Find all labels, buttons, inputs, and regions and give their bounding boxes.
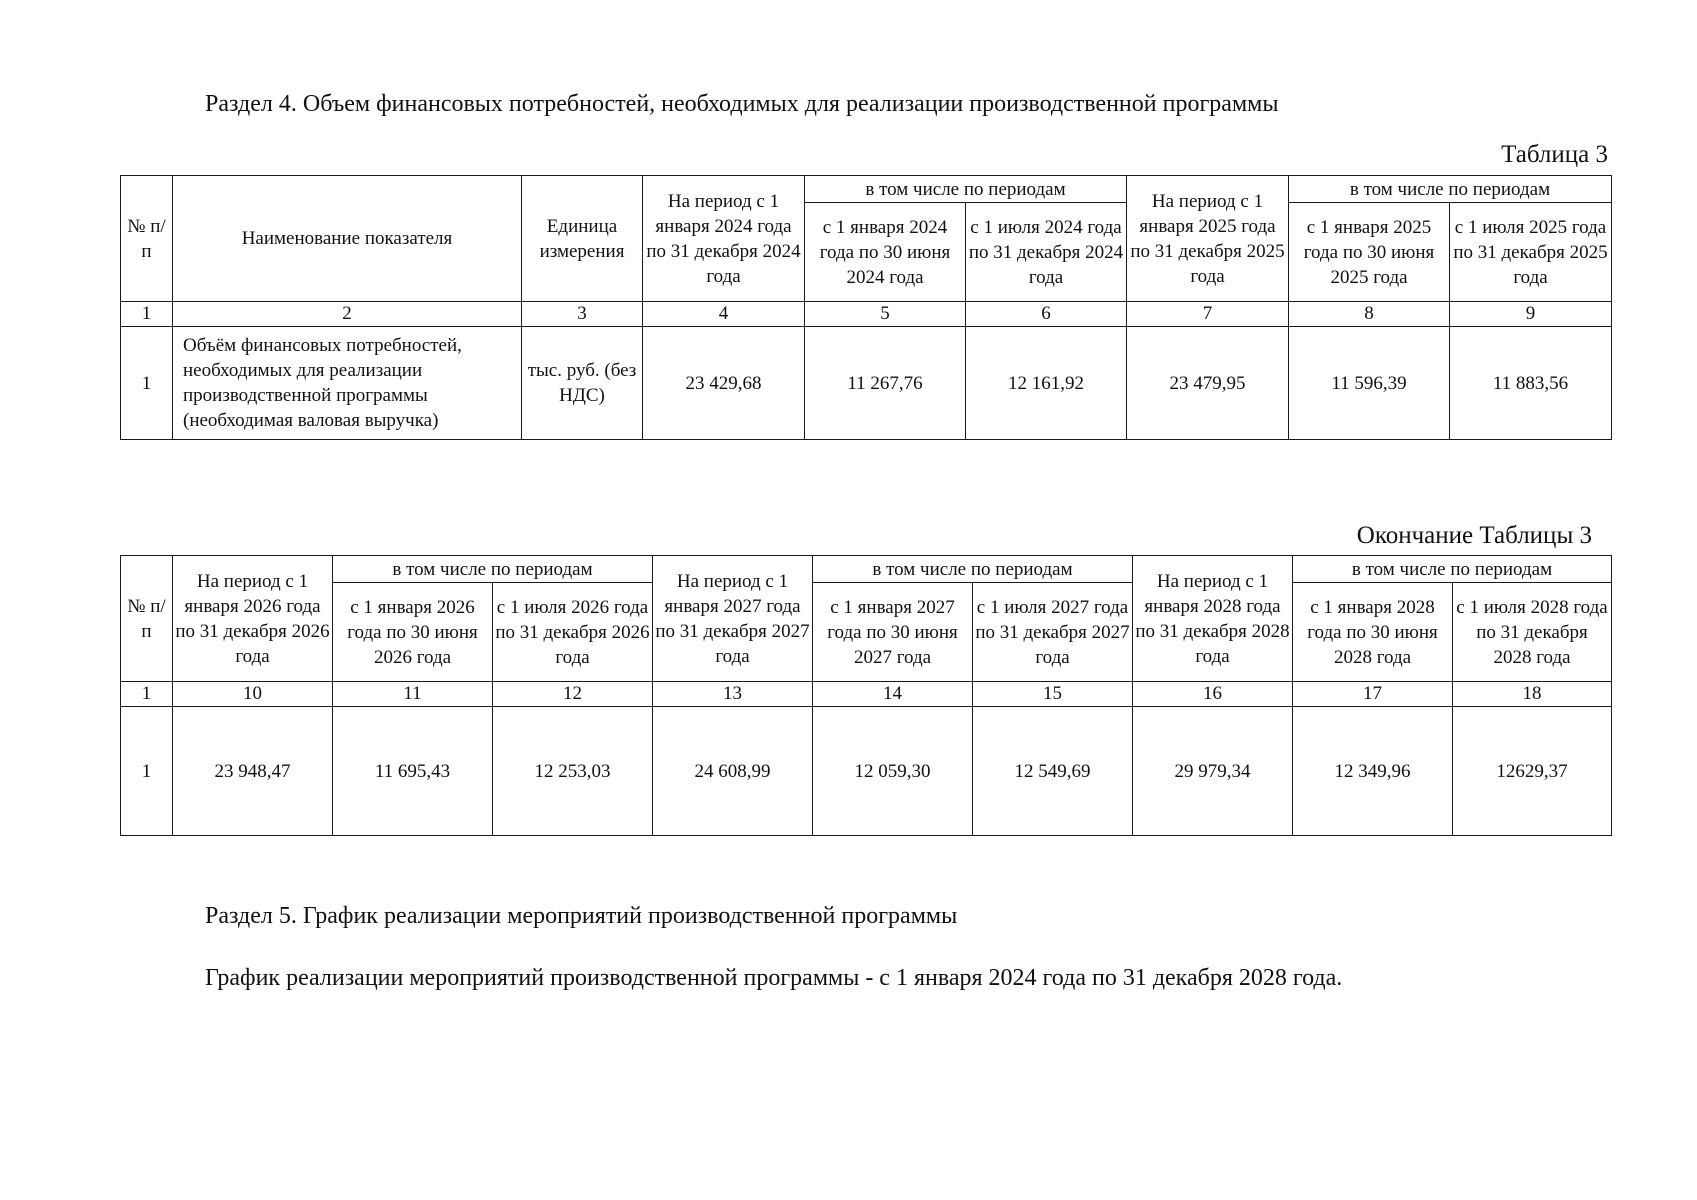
col-number: 12	[493, 682, 653, 707]
value-cell: 11 596,39	[1289, 327, 1450, 440]
col-number: 14	[813, 682, 973, 707]
col-number: 1	[121, 302, 173, 327]
table-3-end	[120, 555, 1612, 836]
header-period-2024: На период с 1 января 2024 года по 31 декабря 2024 года	[643, 176, 805, 302]
col-number: 9	[1450, 302, 1612, 327]
header-h2-2024: с 1 июля 2024 года по 31 декабря 2024 года	[966, 203, 1127, 302]
col-number: 10	[173, 682, 333, 707]
col-number: 5	[805, 302, 966, 327]
table-3	[120, 175, 1612, 440]
header-period-2027: На период с 1 января 2027 года по 31 декабря 2027 года	[653, 556, 813, 682]
row-num: 1	[121, 327, 173, 440]
header-h2-2027: с 1 июля 2027 года по 31 декабря 2027 года	[973, 583, 1133, 682]
value-cell: 23 429,68	[643, 327, 805, 440]
header-period-2028: На период с 1 января 2028 года по 31 декабря 2028 года	[1133, 556, 1293, 682]
row-name: Объём финансовых потребностей, необходимых для реализации производственной программы (необходимая валовая выручка)	[173, 327, 522, 440]
header-h1-2025: с 1 января 2025 года по 30 июня 2025 года	[1289, 203, 1450, 302]
col-number: 2	[173, 302, 522, 327]
header-period-2026: На период с 1 января 2026 года по 31 декабря 2026 года	[173, 556, 333, 682]
value-cell: 12629,37	[1453, 707, 1612, 836]
table-3-label: Таблица 3	[1501, 141, 1608, 168]
header-h1-2024: с 1 января 2024 года по 30 июня 2024 года	[805, 203, 966, 302]
col-number: 11	[333, 682, 493, 707]
header-h1-2026: с 1 января 2026 года по 30 июня 2026 года	[333, 583, 493, 682]
value-cell: 12 349,96	[1293, 707, 1453, 836]
col-number: 3	[522, 302, 643, 327]
col-number: 8	[1289, 302, 1450, 327]
value-cell: 12 253,03	[493, 707, 653, 836]
table-row	[121, 707, 1612, 836]
header-period-2025: На период с 1 января 2025 года по 31 декабря 2025 года	[1127, 176, 1289, 302]
col-number: 16	[1133, 682, 1293, 707]
header-incl-2025: в том числе по периодам	[1289, 176, 1612, 203]
value-cell: 29 979,34	[1133, 707, 1293, 836]
header-incl-2027: в том числе по периодам	[813, 556, 1133, 583]
table-3-end-label: Окончание Таблицы 3	[1356, 522, 1592, 549]
header-h2-2025: с 1 июля 2025 года по 31 декабря 2025 года	[1450, 203, 1612, 302]
section-5-text: График реализации мероприятий производственной программы - с 1 января 2024 года по 31 декабря 2028 года.	[205, 965, 1343, 991]
header-incl-2026: в том числе по периодам	[333, 556, 653, 583]
value-cell: 23 948,47	[173, 707, 333, 836]
header-incl-2028: в том числе по периодам	[1293, 556, 1612, 583]
value-cell: 11 883,56	[1450, 327, 1612, 440]
value-cell: 12 059,30	[813, 707, 973, 836]
row-unit: тыс. руб. (без НДС)	[522, 327, 643, 440]
col-number: 15	[973, 682, 1133, 707]
table-row	[121, 327, 1612, 440]
header-unit: Единица измерения	[522, 176, 643, 302]
value-cell: 11 695,43	[333, 707, 493, 836]
col-number: 7	[1127, 302, 1289, 327]
col-number: 13	[653, 682, 813, 707]
row-num: 1	[121, 707, 173, 836]
header-incl-2024: в том числе по периодам	[805, 176, 1127, 203]
value-cell: 12 549,69	[973, 707, 1133, 836]
value-cell: 24 608,99	[653, 707, 813, 836]
header-num: № п/п	[121, 556, 173, 682]
header-h1-2028: с 1 января 2028 года по 30 июня 2028 года	[1293, 583, 1453, 682]
value-cell: 11 267,76	[805, 327, 966, 440]
col-number: 6	[966, 302, 1127, 327]
col-number: 17	[1293, 682, 1453, 707]
section-4-title: Раздел 4. Объем финансовых потребностей, необходимых для реализации производственной программы	[205, 91, 1279, 117]
section-5-title: Раздел 5. График реализации мероприятий производственной программы	[205, 903, 958, 929]
header-h1-2027: с 1 января 2027 года по 30 июня 2027 года	[813, 583, 973, 682]
value-cell: 12 161,92	[966, 327, 1127, 440]
header-h2-2026: с 1 июля 2026 года по 31 декабря 2026 года	[493, 583, 653, 682]
col-number: 18	[1453, 682, 1612, 707]
header-h2-2028: с 1 июля 2028 года по 31 декабря 2028 года	[1453, 583, 1612, 682]
col-number: 4	[643, 302, 805, 327]
header-num: № п/п	[121, 176, 173, 302]
value-cell: 23 479,95	[1127, 327, 1289, 440]
col-number: 1	[121, 682, 173, 707]
header-name: Наименование показателя	[173, 176, 522, 302]
